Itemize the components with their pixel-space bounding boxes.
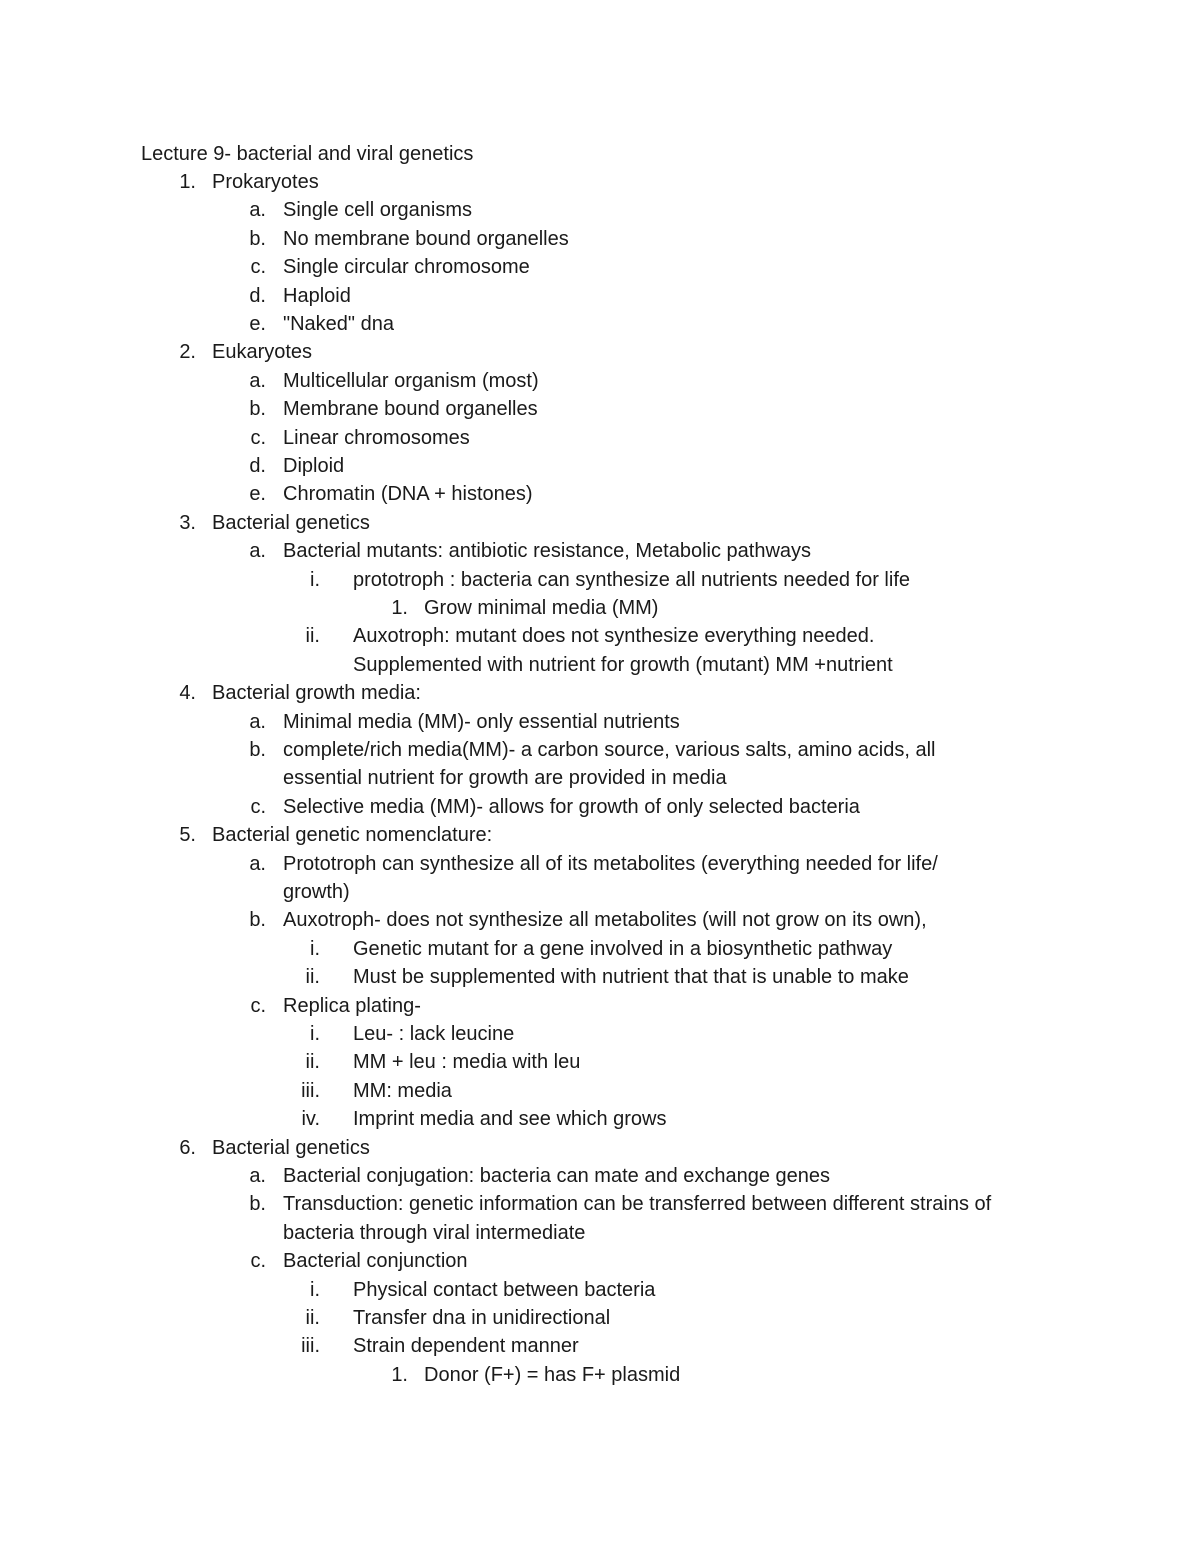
outline-item <box>0 1220 1200 1246</box>
list-marker: b. <box>249 398 266 421</box>
list-marker: iii. <box>301 1335 320 1358</box>
list-marker: c. <box>250 426 266 449</box>
list-item-text: Bacterial conjunction <box>283 1250 468 1273</box>
outline-item <box>0 538 1200 564</box>
outline-item <box>0 311 1200 337</box>
outline-item <box>0 368 1200 394</box>
list-item-text: Genetic mutant for a gene involved in a biosynthetic pathway <box>353 937 893 960</box>
list-marker: 6. <box>179 1136 196 1159</box>
outline-item <box>0 396 1200 422</box>
outline-item <box>0 1305 1200 1331</box>
list-marker: ii. <box>305 625 320 648</box>
outline-item <box>0 595 1200 621</box>
list-item-text: Chromatin (DNA + histones) <box>283 483 533 506</box>
outline-item <box>0 510 1200 536</box>
list-item-text: Transduction: genetic information can be transferred between different strains of <box>283 1193 992 1216</box>
list-marker: ii. <box>305 966 320 989</box>
list-marker: c. <box>250 256 266 279</box>
list-item-text: Bacterial growth media: <box>212 682 421 705</box>
list-marker: i. <box>310 1023 320 1045</box>
list-item-text: Grow minimal media (MM) <box>424 597 659 619</box>
list-marker: a. <box>249 710 266 733</box>
list-marker: 1. <box>391 1363 408 1386</box>
list-marker: 5. <box>179 824 196 847</box>
list-item-text: Minimal media (MM)- only essential nutrients <box>283 710 680 733</box>
list-item-text: Transfer dna in unidirectional <box>353 1307 611 1329</box>
list-item-text: Donor (F+) = has F+ plasmid <box>424 1363 681 1386</box>
list-marker: ii. <box>305 1051 320 1074</box>
list-item-text: Auxotroph- does not synthesize all metabolites (will not grow on its own), <box>283 909 927 932</box>
outline-item <box>0 283 1200 309</box>
list-marker: c. <box>250 994 266 1017</box>
list-marker: 2. <box>179 341 196 364</box>
outline-item <box>0 709 1200 735</box>
list-item-text: complete/rich media(MM)- a carbon source, various salts, amino acids, all <box>283 739 936 761</box>
list-marker: iii. <box>301 1079 320 1102</box>
list-marker: 1. <box>391 597 408 619</box>
list-marker: iv. <box>301 1108 320 1131</box>
list-marker: e. <box>249 313 266 335</box>
outline-item <box>0 425 1200 451</box>
outline-item <box>0 254 1200 280</box>
list-item-text: Bacterial genetic nomenclature: <box>212 824 493 847</box>
document-title: Lecture 9- bacterial and viral genetics <box>141 143 474 165</box>
list-item-text: Physical contact between bacteria <box>353 1278 656 1301</box>
list-marker: 3. <box>179 511 196 534</box>
list-marker: ii. <box>305 1307 320 1329</box>
list-item-text: Bacterial genetics <box>212 1136 370 1159</box>
outline-item <box>0 226 1200 252</box>
outline-item <box>0 623 1200 649</box>
outline-item <box>0 936 1200 962</box>
outline-item <box>0 1049 1200 1075</box>
list-item-text: Supplemented with nutrient for growth (mutant) MM +nutrient <box>353 653 893 676</box>
list-marker: d. <box>249 455 266 477</box>
list-item-text: Haploid <box>283 284 351 307</box>
outline-item <box>0 964 1200 990</box>
list-marker: c. <box>250 795 266 818</box>
outline-item <box>0 197 1200 223</box>
outline-item <box>0 1248 1200 1274</box>
list-item-text: Leu- : lack leucine <box>353 1023 515 1045</box>
outline-item <box>0 879 1200 905</box>
list-item-text: Imprint media and see which grows <box>353 1108 667 1131</box>
outline-item <box>0 1078 1200 1104</box>
list-marker: b. <box>249 909 266 932</box>
list-marker: 4. <box>179 682 196 705</box>
list-item-text: Eukaryotes <box>212 341 313 364</box>
outline-item <box>0 907 1200 933</box>
list-item-text: MM: media <box>353 1079 452 1102</box>
list-item-text: essential nutrient for growth are provided in media <box>283 767 727 790</box>
list-item-text: Must be supplemented with nutrient that that is unable to make <box>353 966 909 989</box>
outline-item <box>0 481 1200 507</box>
outline-item <box>0 1333 1200 1359</box>
outline-item <box>0 453 1200 479</box>
outline-item <box>0 169 1200 195</box>
list-item-text: Bacterial mutants: antibiotic resistance, Metabolic pathways <box>283 540 812 563</box>
list-marker: d. <box>249 284 266 307</box>
outline-item <box>0 794 1200 820</box>
outline-item <box>0 1277 1200 1303</box>
list-marker: a. <box>249 369 266 392</box>
list-item-text: growth) <box>283 881 350 903</box>
list-marker: i. <box>310 937 320 960</box>
list-item-text: "Naked" dna <box>283 313 394 335</box>
list-item-text: Bacterial conjugation: bacteria can mate and exchange genes <box>283 1165 831 1187</box>
outline-item <box>0 680 1200 706</box>
list-item-text: Single cell organisms <box>283 199 472 222</box>
list-marker: b. <box>249 227 266 250</box>
outline-item <box>0 1106 1200 1132</box>
list-item-text: Linear chromosomes <box>283 426 470 449</box>
list-marker: b. <box>249 739 266 761</box>
list-marker: i. <box>310 1278 320 1301</box>
list-item-text: No membrane bound organelles <box>283 227 569 250</box>
list-item-text: MM + leu : media with leu <box>353 1051 581 1074</box>
outline-item <box>0 1191 1200 1217</box>
outline-item <box>0 851 1200 877</box>
outline-item <box>0 1021 1200 1047</box>
list-item-text: Auxotroph: mutant does not synthesize everything needed. <box>353 625 875 648</box>
list-item-text: Diploid <box>283 455 345 477</box>
list-item-text: Replica plating- <box>283 994 421 1017</box>
list-item-text: Bacterial genetics <box>212 511 370 534</box>
list-item-text: prototroph : bacteria can synthesize all nutrients needed for life <box>353 568 910 591</box>
outline-item <box>0 737 1200 763</box>
list-item-text: Strain dependent manner <box>353 1335 579 1358</box>
outline-item <box>0 993 1200 1019</box>
list-marker: 1. <box>179 171 196 193</box>
list-item-text: bacteria through viral intermediate <box>283 1221 586 1244</box>
outline-item <box>0 1362 1200 1388</box>
list-marker: a. <box>249 1165 266 1187</box>
list-marker: a. <box>249 540 266 563</box>
outline-item <box>0 822 1200 848</box>
list-item-text: Prokaryotes <box>212 171 319 193</box>
list-item-text: Membrane bound organelles <box>283 398 538 421</box>
list-item-text: Single circular chromosome <box>283 256 530 279</box>
list-marker: e. <box>249 483 266 506</box>
list-marker: a. <box>249 852 266 875</box>
list-marker: b. <box>249 1193 266 1216</box>
outline-item <box>0 567 1200 593</box>
list-item-text: Selective media (MM)- allows for growth of only selected bacteria <box>283 795 860 818</box>
list-marker: c. <box>250 1250 266 1273</box>
outline-item <box>0 339 1200 365</box>
list-item-text: Prototroph can synthesize all of its metabolites (everything needed for life/ <box>283 852 938 875</box>
outline-item <box>0 652 1200 678</box>
list-marker: i. <box>310 568 320 591</box>
list-item-text: Multicellular organism (most) <box>283 369 539 392</box>
list-marker: a. <box>249 199 266 222</box>
outline-item <box>0 1163 1200 1189</box>
outline-item <box>0 1135 1200 1161</box>
outline-item <box>0 765 1200 791</box>
